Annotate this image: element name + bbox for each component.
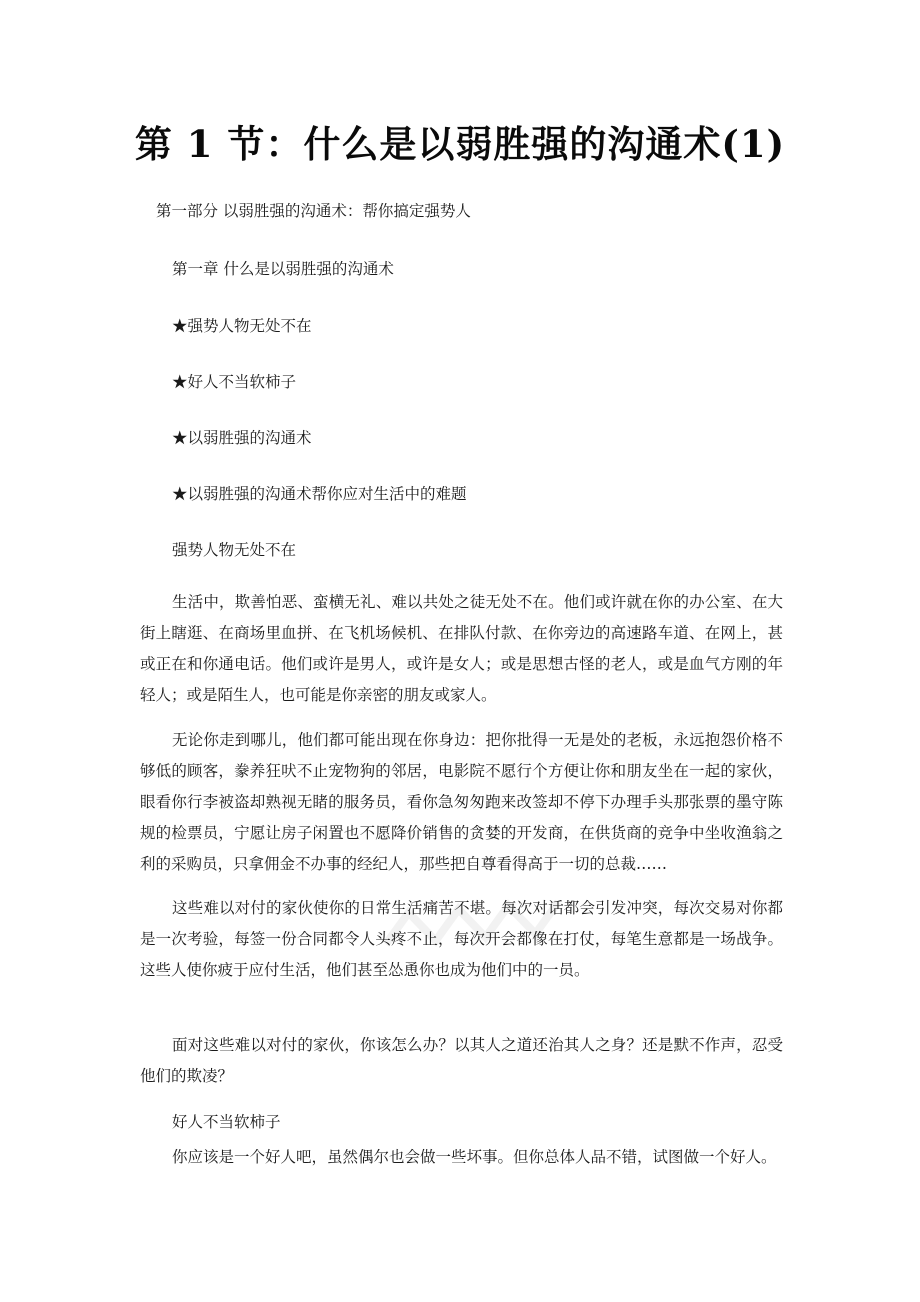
section-heading: 好人不当软柿子	[172, 1113, 281, 1131]
chapter-heading: 第一章 什么是以弱胜强的沟通术	[172, 260, 394, 278]
body-paragraph: 生活中，欺善怕恶、蛮横无礼、难以共处之徒无处不在。他们或许就在你的办公室、在大街上瞎逛、在商场里血拼、在飞机场候机、在排队付款、在你旁边的高速路车道、在网上，甚或正在和你通电话。他们或许是男人，或许是女人；或是思想古怪的老人，或是血气方刚的年轻人；或是陌生人，也可能是你亲密的朋友或家人。	[140, 593, 783, 704]
bullet-item: ★以弱胜强的沟通术帮你应对生活中的难题	[172, 485, 467, 503]
bullet-item: ★强势人物无处不在	[172, 317, 312, 335]
bullet-item: ★以弱胜强的沟通术	[172, 429, 312, 447]
part-heading: 第一部分 以弱胜强的沟通术：帮你搞定强势人	[156, 202, 471, 220]
body-paragraph: 你应该是一个好人吧，虽然偶尔也会做一些坏事。但你总体人品不错，试图做一个好人。	[172, 1148, 777, 1166]
body-paragraph: 面对这些难以对付的家伙，你该怎么办？以其人之道还治其人之身？还是默不作声，忍受他们的欺凌？	[140, 1036, 783, 1085]
section-heading: 强势人物无处不在	[172, 541, 297, 559]
bullet-item: ★好人不当软柿子	[172, 373, 297, 391]
document-title: 第 1 节：什么是以弱胜强的沟通术(1)	[134, 122, 786, 166]
body-paragraph: 这些难以对付的家伙使你的日常生活痛苦不堪。每次对话都会引发冲突，每次交易对你都是一次考验，每签一份合同都令人头疼不止，每次开会都像在打仗，每笔生意都是一场战争。这些人使你疲于应付生活，他们甚至怂恿你也成为他们中的一员。	[140, 899, 783, 979]
body-paragraph: 无论你走到哪儿，他们都可能出现在你身边：把你批得一无是处的老板，永远抱怨价格不够低的顾客，豢养狂吠不止宠物狗的邻居，电影院不愿行个方便让你和朋友坐在一起的家伙，眼看你行李被盗却熟视无睹的服务员，看你急匆匆跑来改签却不停下办理手头那张票的墨守陈规的检票员，宁愿让房子闲置也不愿降价销售的贪婪的开发商，在供货商的竞争中坐收渔翁之利的采购员，只拿佣金不办事的经纪人，那些把自尊看得高于一切的总裁……	[140, 731, 783, 873]
